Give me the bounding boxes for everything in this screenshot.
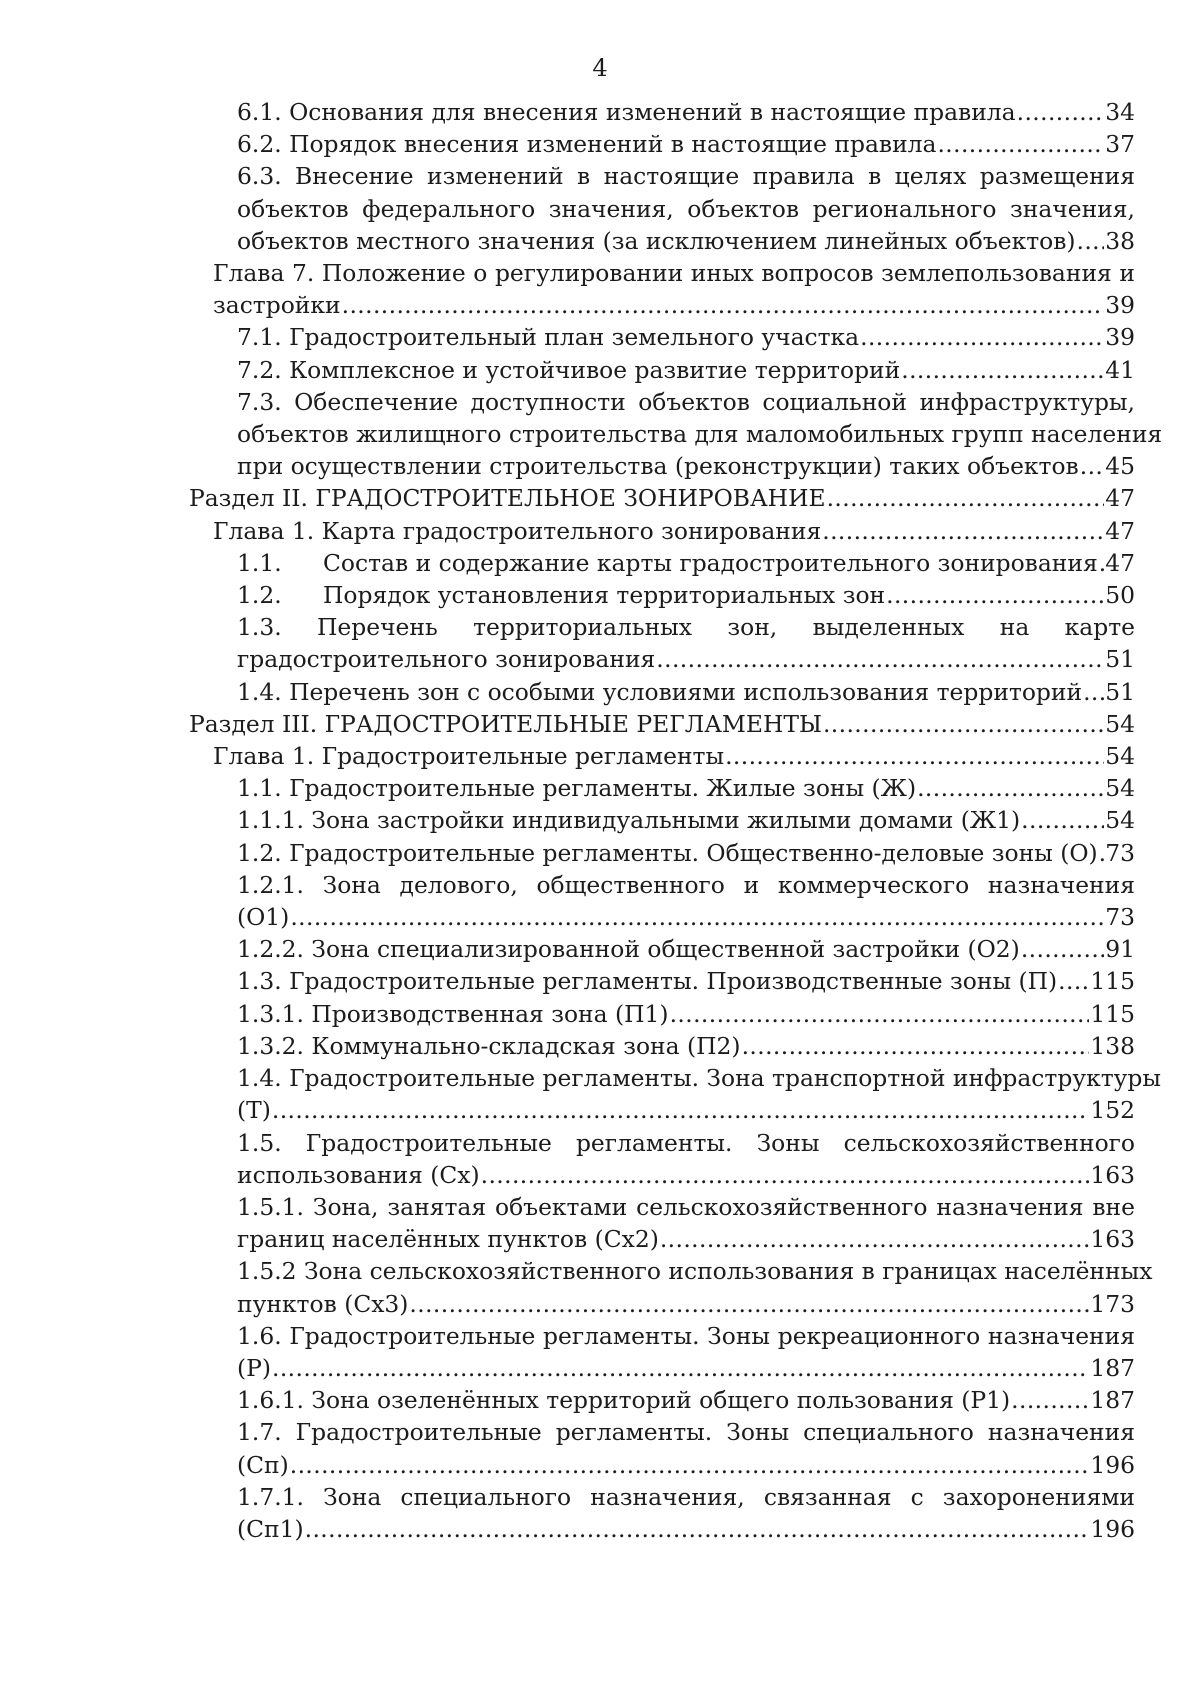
- toc-entry-line: 1.7.1. Зона специального назначения, связанная с захоронениями: [237, 1482, 1135, 1511]
- dot-leader: [886, 579, 1104, 611]
- dot-leader: [901, 354, 1104, 386]
- toc-entry-line: 1.4. Градостроительные регламенты. Зона транспортной инфраструктуры: [237, 1064, 1161, 1093]
- dot-leader: [822, 515, 1104, 547]
- dot-leader: [656, 643, 1104, 675]
- toc-entry-title: Глава 1. Карта градостроительного зонирования: [213, 516, 822, 545]
- dot-leader: [481, 1159, 1090, 1191]
- toc-page-number: 54: [1105, 774, 1135, 803]
- dot-leader: [409, 1288, 1089, 1320]
- toc-section-2: [189, 482, 1135, 514]
- dot-leader: [342, 289, 1105, 321]
- toc-page-number: 196: [1090, 1514, 1135, 1543]
- toc-page-number: 152: [1090, 1096, 1135, 1125]
- toc-entry-line: (Сп): [237, 1450, 289, 1479]
- toc-page-number: 47: [1105, 516, 1135, 545]
- toc-entry-1-2: [237, 837, 1135, 869]
- dot-leader: [860, 321, 1104, 353]
- toc-entry-line: 1.7. Градостроительные регламенты. Зоны специального назначения: [237, 1418, 1135, 1447]
- dot-leader: [1099, 837, 1105, 869]
- dot-leader: [1080, 450, 1105, 482]
- toc-entry-title: 1.2. Градостроительные регламенты. Общественно-деловые зоны (О): [237, 838, 1098, 867]
- toc-entry-title: Порядок установления территориальных зон: [323, 581, 886, 610]
- dot-leader: [660, 1223, 1090, 1255]
- page-number: 4: [592, 54, 608, 82]
- toc-entry-title: Раздел III. ГРАДОСТРОИТЕЛЬНЫЕ РЕГЛАМЕНТЫ: [189, 709, 822, 738]
- toc-entry-1-6-1: [237, 1384, 1135, 1416]
- dot-leader: [827, 482, 1105, 514]
- toc-entry-1-1: [237, 772, 1135, 804]
- toc-entry-1-3-1: [237, 998, 1135, 1030]
- dot-leader: [1058, 965, 1089, 997]
- toc-entry-1-5-2: [237, 1255, 1153, 1319]
- dot-leader: [823, 708, 1104, 740]
- toc-entry-7-1: [237, 321, 1135, 353]
- toc-entry-title: 1.3.1. Производственная зона (П1): [237, 999, 669, 1028]
- toc-section-2-chapter-1: [213, 515, 1135, 547]
- toc-entry-number: 1.1.: [237, 548, 282, 577]
- toc-page-number: 51: [1105, 677, 1135, 706]
- toc-entry-1-4-zoning: [237, 676, 1135, 708]
- toc-entry-title: Раздел II. ГРАДОСТРОИТЕЛЬНОЕ ЗОНИРОВАНИЕ: [189, 484, 826, 513]
- toc-entry-1-3: [237, 965, 1135, 997]
- toc-entry-1-4: [237, 1062, 1161, 1126]
- toc-entry-1-7: [237, 1416, 1135, 1480]
- toc-section-3: [189, 708, 1135, 740]
- toc-page-number: 115: [1090, 967, 1135, 996]
- toc-entry-line: использования (Сх): [237, 1160, 480, 1189]
- toc-entry-line: 7.3. Обеспечение доступности объектов социальной инфраструктуры,: [237, 387, 1135, 416]
- toc-entry-line: 1.5.2 Зона сельскохозяйственного использования в границах населённых: [237, 1257, 1153, 1286]
- toc-entry-1-1-1: [237, 804, 1135, 836]
- dot-leader: [725, 740, 1104, 772]
- toc-entry-line: объектов местного значения (за исключением линейных объектов): [237, 226, 1076, 255]
- toc-page-number: 54: [1105, 742, 1135, 771]
- toc-entry-6-3: [237, 160, 1135, 257]
- dot-leader: [917, 772, 1104, 804]
- toc-page-number: 45: [1105, 452, 1135, 481]
- toc-entry-title: 1.3.2. Коммунально-складская зона (П2): [237, 1031, 741, 1060]
- toc-page-number: 173: [1090, 1289, 1135, 1318]
- toc-entry-title: 6.2. Порядок внесения изменений в настоящие правила: [237, 130, 937, 159]
- toc-entry-6-1: [237, 96, 1135, 128]
- toc-page-number: 54: [1105, 806, 1135, 835]
- toc-entry-title: Состав и содержание карты градостроительного зонирования: [323, 548, 1098, 577]
- toc-entry-line: объектов федерального значения, объектов регионального значения,: [237, 194, 1135, 223]
- toc-entry-line: 1.2.1. Зона делового, общественного и коммерческого назначения: [237, 870, 1135, 899]
- toc-page-number: 163: [1090, 1225, 1135, 1254]
- toc-entry-title: Глава 1. Градостроительные регламенты: [213, 742, 725, 771]
- toc-page-number: 39: [1105, 291, 1135, 320]
- toc-entry-number: 1.2.: [237, 581, 282, 610]
- toc-page-number: 38: [1105, 226, 1135, 255]
- toc-section-3-chapter-1: [213, 740, 1135, 772]
- toc-entry-1-7-1: [237, 1481, 1135, 1545]
- toc-entry-line: градостроительного зонирования: [237, 645, 656, 674]
- toc-entry-line: 1.5. Градостроительные регламенты. Зоны сельскохозяйственного: [237, 1128, 1135, 1157]
- toc-page-number: 91: [1105, 935, 1135, 964]
- dot-leader: [290, 1449, 1090, 1481]
- toc-entry-1-2-2: [237, 933, 1135, 965]
- toc-entry-7-2: [237, 354, 1135, 386]
- toc-entry-1-1-zoning: [237, 547, 1135, 579]
- dot-leader: [937, 128, 1104, 160]
- toc-entry-line: 1.6. Градостроительные регламенты. Зоны рекреационного назначения: [237, 1321, 1135, 1350]
- dot-leader: [1083, 676, 1104, 708]
- toc-entry-line: застройки: [213, 291, 341, 320]
- toc-entry-1-2-1: [237, 869, 1135, 933]
- toc-page-number: 41: [1105, 355, 1135, 384]
- toc-entry-line: (О1): [237, 903, 290, 932]
- toc-entry-title: 1.2.2. Зона специализированной общественной застройки (О2): [237, 935, 1020, 964]
- toc-entry-title: 1.3. Градостроительные регламенты. Производственные зоны (П): [237, 967, 1058, 996]
- toc-entry-1-5: [237, 1127, 1135, 1191]
- toc-entry-title: 1.1. Градостроительные регламенты. Жилые зоны (Ж): [237, 774, 917, 803]
- toc-page-number: 73: [1105, 903, 1135, 932]
- toc-entry-title: 6.1. Основания для внесения изменений в настоящие правила: [237, 98, 1016, 126]
- dot-leader: [1011, 1384, 1089, 1416]
- toc-entry-line: (Р): [237, 1353, 271, 1382]
- toc-entry-line: (Сп1): [237, 1514, 304, 1543]
- toc-entry-line: 1.3. Перечень территориальных зон, выделенных на карте: [237, 613, 1135, 642]
- dot-leader: [290, 901, 1104, 933]
- toc-entry-title: 1.4. Перечень зон с особыми условиями использования территорий: [237, 677, 1083, 706]
- toc-entry-line: при осуществлении строительства (реконструкции) таких объектов: [237, 452, 1079, 481]
- toc-entry-1-3-2: [237, 1030, 1135, 1062]
- table-of-contents: [0, 96, 1200, 1545]
- toc-entry-line: пунктов (Сх3): [237, 1289, 409, 1318]
- toc-chapter-7: [213, 257, 1135, 321]
- toc-page-number: 51: [1105, 645, 1135, 674]
- toc-entry-1-6: [237, 1320, 1135, 1384]
- toc-page-number: 37: [1105, 130, 1135, 159]
- toc-entry-7-3: [237, 386, 1163, 483]
- toc-page-number: 138: [1090, 1031, 1135, 1060]
- toc-page-number: 163: [1090, 1160, 1135, 1189]
- dot-leader: [1017, 96, 1105, 128]
- toc-page-number: 47: [1105, 484, 1135, 513]
- toc-entry-line: границ населённых пунктов (Сх2): [237, 1225, 659, 1254]
- toc-entry-1-2-zoning: [237, 579, 1135, 611]
- toc-page-number: 73: [1105, 838, 1135, 867]
- toc-page-number: 34: [1105, 98, 1135, 126]
- toc-entry-title: 7.2. Комплексное и устойчивое развитие территорий: [237, 355, 901, 384]
- toc-page-number: 115: [1090, 999, 1135, 1028]
- toc-entry-line: (Т): [237, 1096, 271, 1125]
- toc-entry-title: 1.1.1. Зона застройки индивидуальными жилыми домами (Ж1): [237, 806, 1021, 835]
- dot-leader: [1021, 933, 1104, 965]
- toc-entry-6-2: [237, 128, 1135, 160]
- toc-entry-title: 1.6.1. Зона озеленённых территорий общего пользования (Р1): [237, 1386, 1011, 1415]
- toc-page-number: 187: [1090, 1353, 1135, 1382]
- toc-page-number: 47: [1105, 548, 1135, 577]
- dot-leader: [272, 1352, 1089, 1384]
- toc-page-number: 50: [1105, 581, 1135, 610]
- toc-entry-1-3-zoning: [237, 611, 1135, 675]
- dot-leader: [1021, 804, 1104, 836]
- dot-leader: [1099, 547, 1104, 579]
- toc-entry-1-5-1: [237, 1191, 1135, 1255]
- dot-leader: [305, 1513, 1090, 1545]
- toc-entry-title: 7.1. Градостроительный план земельного участка: [237, 323, 860, 352]
- toc-page-number: 39: [1105, 323, 1135, 352]
- dot-leader: [1077, 225, 1105, 257]
- dot-leader: [670, 998, 1090, 1030]
- toc-page-number: 196: [1090, 1450, 1135, 1479]
- toc-entry-line: 1.5.1. Зона, занятая объектами сельскохозяйственного назначения вне: [237, 1192, 1135, 1221]
- toc-entry-line: объектов жилищного строительства для маломобильных групп населения: [237, 420, 1163, 449]
- toc-entry-line: Глава 7. Положение о регулировании иных вопросов землепользования и: [213, 259, 1135, 288]
- toc-entry-line: 6.3. Внесение изменений в настоящие правила в целях размещения: [237, 162, 1135, 191]
- dot-leader: [742, 1030, 1090, 1062]
- toc-page-number: 187: [1090, 1386, 1135, 1415]
- dot-leader: [272, 1094, 1089, 1126]
- toc-page-number: 54: [1105, 709, 1135, 738]
